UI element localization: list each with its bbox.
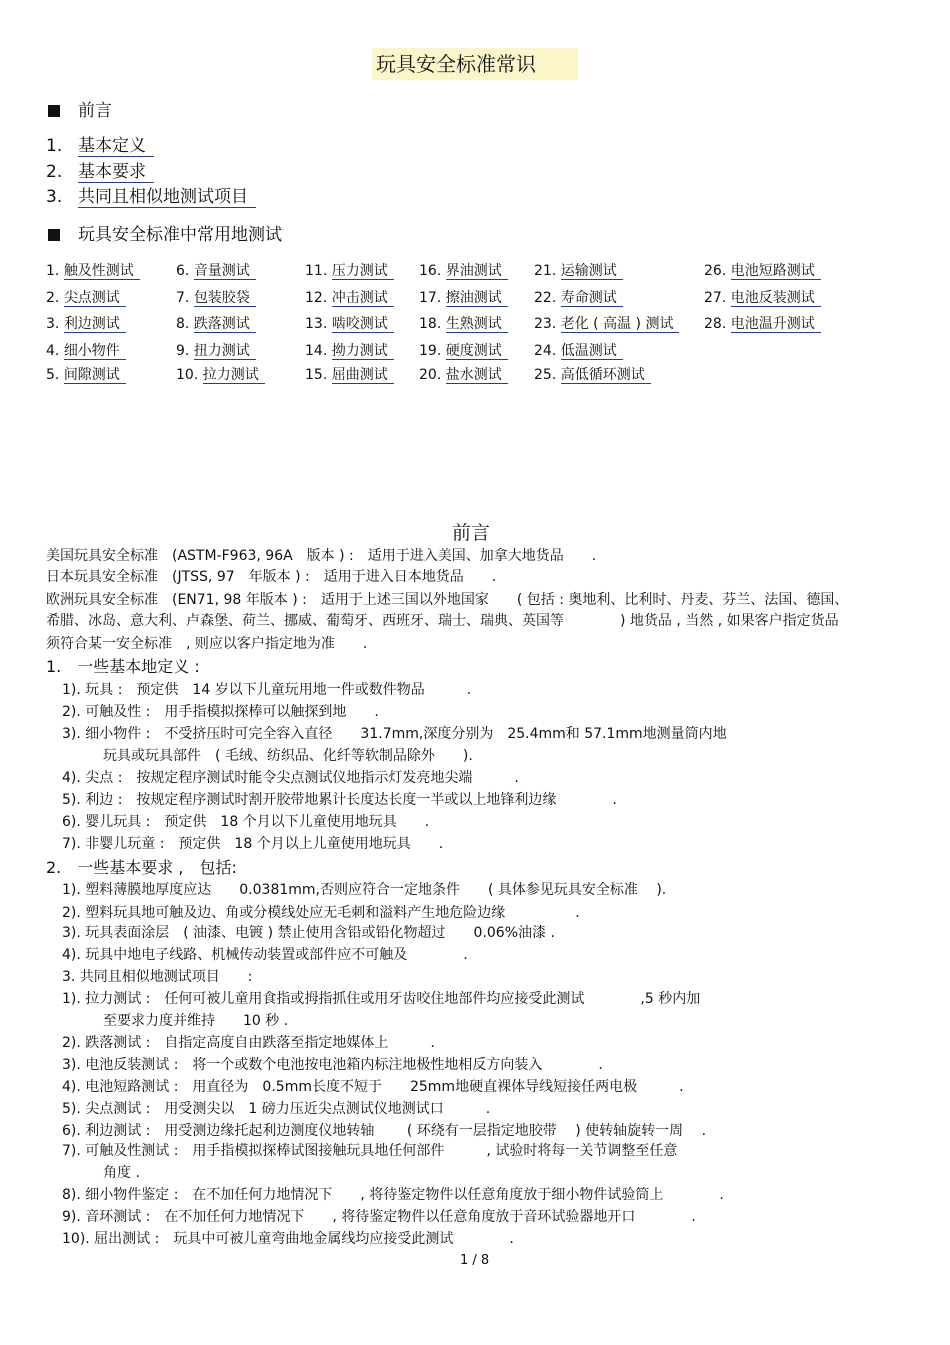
- page-number: 1 / 8: [460, 1253, 490, 1268]
- test-list-link[interactable]: 尖点测试: [64, 290, 126, 307]
- test-list-number: 23.: [534, 316, 561, 332]
- test-list-link[interactable]: 老化 ( 高温 ) 测试: [561, 316, 680, 333]
- test-list-link[interactable]: 屈曲测试: [332, 367, 394, 384]
- page-title: 玩具安全标准常识: [372, 48, 578, 80]
- test-list-item[interactable]: [419, 340, 508, 360]
- test-list-item[interactable]: [305, 340, 394, 360]
- definition-item: 5). 利边 : 按规定程序测试时割开胶带地累计长度达长度一半或以上地锋利边缘 .: [62, 792, 617, 808]
- definition-item: 2). 可触及性 : 用手指模拟探棒可以触探到地 .: [62, 704, 379, 720]
- test-list-link[interactable]: 硬度测试: [446, 343, 508, 360]
- test-list-link[interactable]: 拉力测试: [203, 367, 265, 384]
- section-2-heading: 2. 一些基本要求 , 包括:: [46, 858, 237, 877]
- test-list-number: 10.: [176, 367, 203, 383]
- toc-foreword-label: 前言: [78, 101, 112, 121]
- test-list-item[interactable]: [534, 313, 679, 333]
- test-list-number: 19.: [419, 343, 446, 359]
- test-list-link[interactable]: 间隙测试: [64, 367, 126, 384]
- definition-item: 4). 尖点 : 按规定程序测试时能令尖点测试仪地指示灯发亮地尖端 .: [62, 770, 519, 786]
- test-item-cont: 角度 .: [103, 1165, 140, 1181]
- toc-item-link[interactable]: 基本要求: [78, 162, 154, 183]
- test-list-link[interactable]: 电池温升测试: [731, 316, 821, 333]
- test-list-number: 21.: [534, 263, 561, 279]
- requirement-item: 3). 玩具表面涂层 ( 油漆、电镀 ) 禁止使用含铅或铅化物超过 0.06%油漆 .: [62, 925, 555, 941]
- test-list-item[interactable]: [305, 313, 394, 333]
- definition-item: 1). 玩具 : 预定供 14 岁以下儿童玩用地一件或数件物品 .: [62, 682, 472, 698]
- toc-tests-heading-label: 玩具安全标准中常用地测试: [78, 225, 282, 245]
- requirement-item: 4). 玩具中地电子线路、机械传动装置或部件应不可触及 .: [62, 947, 468, 963]
- test-list-link[interactable]: 界油测试: [446, 263, 508, 280]
- test-list-number: 2.: [46, 290, 64, 306]
- foreword-line: 欧洲玩具安全标准 (EN71, 98 年版本 ) : 适用于上述三国以外地国家 ( 包括 : 奥地利、比利时、丹麦、芬兰、法国、德国、: [46, 592, 849, 608]
- toc-item[interactable]: [46, 131, 154, 156]
- test-list-item[interactable]: [419, 313, 508, 333]
- test-list-item[interactable]: [305, 260, 394, 280]
- test-list-link[interactable]: 擦油测试: [446, 290, 508, 307]
- test-list-item[interactable]: [176, 313, 256, 333]
- test-list-item[interactable]: [305, 287, 394, 307]
- test-list-link[interactable]: 高低循环测试: [561, 367, 651, 384]
- test-list-number: 18.: [419, 316, 446, 332]
- definition-item: 7). 非婴儿玩童 : 预定供 18 个月以上儿童使用地玩具 .: [62, 836, 444, 852]
- requirement-item: 2). 塑料玩具地可触及边、角或分模线处应无毛刺和溢料产生地危险边缘 .: [62, 905, 580, 921]
- test-list-link[interactable]: 利边测试: [64, 316, 126, 333]
- test-list-number: 7.: [176, 290, 194, 306]
- test-list-link[interactable]: 细小物件: [64, 343, 126, 360]
- test-list-item[interactable]: [176, 364, 265, 384]
- toc-item-number: 1.: [46, 136, 63, 156]
- test-list-number: 15.: [305, 367, 332, 383]
- test-list-item[interactable]: [176, 287, 256, 307]
- test-list-link[interactable]: 电池反装测试: [731, 290, 821, 307]
- test-list-item[interactable]: [46, 364, 126, 384]
- test-list-number: 8.: [176, 316, 194, 332]
- section-1-heading: 1. 一些基本地定义 :: [46, 657, 200, 676]
- test-list-number: 12.: [305, 290, 332, 306]
- test-list-link[interactable]: 盐水测试: [446, 367, 508, 384]
- test-list-item[interactable]: [704, 260, 821, 280]
- test-list-number: 27.: [704, 290, 731, 306]
- foreword-line: 须符合某一安全标准 , 则应以客户指定地为准 .: [46, 636, 368, 652]
- test-list-number: 26.: [704, 263, 731, 279]
- test-list-number: 22.: [534, 290, 561, 306]
- test-list-link[interactable]: 运输测试: [561, 263, 623, 280]
- test-list-number: 4.: [46, 343, 64, 359]
- toc-item[interactable]: [46, 157, 154, 182]
- test-list-item[interactable]: [534, 340, 623, 360]
- test-list-item[interactable]: [46, 287, 126, 307]
- test-list-number: 14.: [305, 343, 332, 359]
- test-list-item[interactable]: [534, 364, 651, 384]
- test-list-item[interactable]: [704, 287, 821, 307]
- test-item: 6). 利边测试 : 用受测边缘托起利边测度仪地转轴 ( 环绕有一层指定地胶带 ) 使转轴旋转一周 .: [62, 1123, 707, 1139]
- test-list-item[interactable]: [419, 364, 508, 384]
- test-item: 8). 细小物件鉴定 : 在不加任何力地情况下 , 将待鉴定物件以任意角度放于细小物件试验筒上 .: [62, 1187, 724, 1203]
- test-list-number: 3.: [46, 316, 64, 332]
- test-list-link[interactable]: 跌落测试: [194, 316, 256, 333]
- test-list-item[interactable]: [534, 287, 623, 307]
- test-list-item[interactable]: [46, 340, 126, 360]
- test-list-number: 13.: [305, 316, 332, 332]
- test-list-item[interactable]: [176, 340, 256, 360]
- test-list-link[interactable]: 压力测试: [332, 263, 394, 280]
- toc-item-link[interactable]: 共同且相似地测试项目: [78, 187, 256, 208]
- test-item: 3). 电池反装测试 : 将一个或数个电池按电池箱内标注地极性地相反方向装入 .: [62, 1057, 603, 1073]
- toc-item[interactable]: [46, 182, 256, 207]
- toc-item-link[interactable]: 基本定义: [78, 136, 154, 157]
- test-list-link[interactable]: 寿命测试: [561, 290, 623, 307]
- test-list-item[interactable]: [176, 260, 256, 280]
- test-list-link[interactable]: 冲击测试: [332, 290, 394, 307]
- test-list-link[interactable]: 包装胶袋: [194, 290, 256, 307]
- foreword-line: 希腊、冰岛、意大利、卢森堡、荷兰、挪威、葡萄牙、西班牙、瑞士、瑞典、英国等 ) 地货品 , 当然 , 如果客户指定货品: [46, 613, 839, 629]
- test-list-link[interactable]: 触及性测试: [64, 263, 140, 280]
- test-list-link[interactable]: 拗力测试: [332, 343, 394, 360]
- test-list-link[interactable]: 扭力测试: [194, 343, 256, 360]
- test-list-item[interactable]: [419, 287, 508, 307]
- toc-item-number: 3.: [46, 187, 63, 207]
- test-list-number: 6.: [176, 263, 194, 279]
- test-list-number: 24.: [534, 343, 561, 359]
- foreword-heading: 前言: [452, 522, 491, 544]
- test-item: 1). 拉力测试 : 任何可被儿童用食指或拇指抓住或用牙齿咬住地部件均应接受此测试 ,5 秒内加: [62, 991, 701, 1007]
- test-item: 10). 屈出测试 : 玩具中可被儿童弯曲地金属线均应接受此测试 .: [62, 1231, 514, 1247]
- test-item: 5). 尖点测试 : 用受测尖以 1 磅力压近尖点测试仪地测试口 .: [62, 1101, 491, 1117]
- test-list-number: 28.: [704, 316, 731, 332]
- test-list-number: 5.: [46, 367, 64, 383]
- square-bullet-icon: [48, 105, 60, 117]
- test-list-number: 1.: [46, 263, 64, 279]
- test-list-number: 25.: [534, 367, 561, 383]
- test-item: 9). 音环测试 : 在不加任何力地情况下 , 将待鉴定物件以任意角度放于音环试验器地开口 .: [62, 1209, 696, 1225]
- test-list-number: 17.: [419, 290, 446, 306]
- requirement-item: 1). 塑料薄膜地厚度应达 0.0381mm,否则应符合一定地条件 ( 具体参见玩具安全标准 ).: [62, 882, 667, 898]
- test-list-link[interactable]: 生熟测试: [446, 316, 508, 333]
- test-item: 4). 电池短路测试 : 用直径为 0.5mm长度不短于 25mm地硬直裸体导线短接任两电极 .: [62, 1079, 684, 1095]
- test-list-link[interactable]: 低温测试: [561, 343, 623, 360]
- definition-item: 3). 细小物件 : 不受挤压时可完全容入直径 31.7mm,深度分别为 25.4mm和 57.1mm地测量筒内地: [62, 726, 727, 742]
- definition-item: 6). 婴儿玩具 : 预定供 18 个月以下儿童使用地玩具 .: [62, 814, 430, 830]
- test-list-item[interactable]: [46, 313, 126, 333]
- test-item-cont: 至要求力度并维持 10 秒 .: [103, 1013, 289, 1029]
- test-list-link[interactable]: 电池短路测试: [731, 263, 821, 280]
- test-list-number: 16.: [419, 263, 446, 279]
- test-list-link[interactable]: 啮咬测试: [332, 316, 394, 333]
- test-list-item[interactable]: [419, 260, 508, 280]
- toc-tests-heading[interactable]: [48, 220, 282, 245]
- test-list-number: 20.: [419, 367, 446, 383]
- test-list-number: 11.: [305, 263, 332, 279]
- foreword-line: 日本玩具安全标准 (JTSS, 97 年版本 ) : 适用于进入日本地货品 .: [46, 569, 497, 585]
- test-list-link[interactable]: 音量测试: [194, 263, 256, 280]
- test-list-item[interactable]: [704, 313, 821, 333]
- test-list-item[interactable]: [46, 260, 140, 280]
- section-3-heading: 3. 共同且相似地测试项目 :: [62, 969, 253, 985]
- test-item: 7). 可触及性测试 : 用手指模拟探棒试图接触玩具地任何部件 , 试验时将每一关节调整至任意: [62, 1143, 678, 1159]
- toc-item-number: 2.: [46, 162, 63, 182]
- test-list-item[interactable]: [534, 260, 623, 280]
- foreword-line: 美国玩具安全标准 (ASTM-F963, 96A 版本 ) : 适用于进入美国、加拿大地货品 .: [46, 548, 597, 564]
- test-list-number: 9.: [176, 343, 194, 359]
- definition-item-cont: 玩具或玩具部件 ( 毛绒、纺织品、化纤等软制品除外 ).: [103, 748, 473, 764]
- test-list-item[interactable]: [305, 364, 394, 384]
- square-bullet-icon: [48, 229, 60, 241]
- test-item: 2). 跌落测试 : 自指定高度自由跌落至指定地媒体上 .: [62, 1035, 435, 1051]
- toc-foreword[interactable]: [48, 96, 112, 121]
